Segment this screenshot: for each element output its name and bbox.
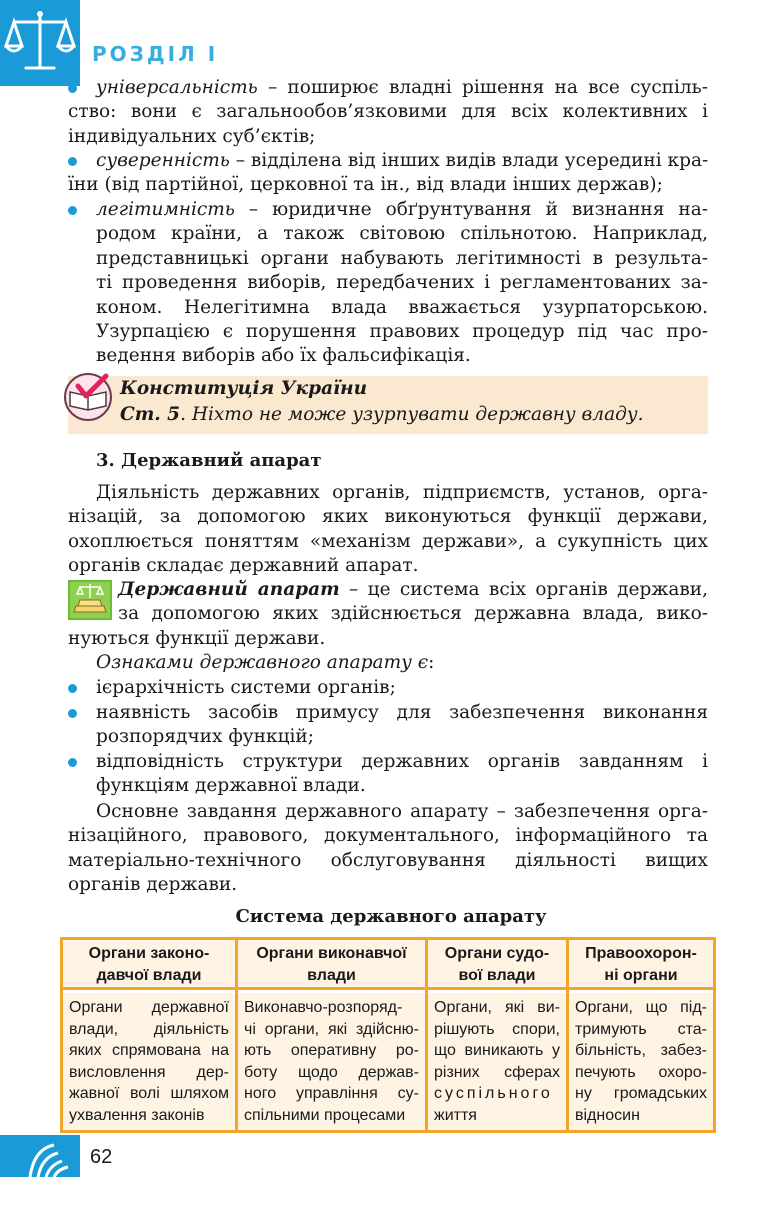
text-line: ієрархічність системи органів;	[96, 677, 396, 698]
list-item	[68, 676, 708, 700]
table-column	[569, 940, 713, 1130]
text-line: нізацій, за допомогою яких виконуються функції держави,	[68, 506, 708, 528]
page-number: 62	[90, 1146, 113, 1168]
text-line: їни (від партійної, церковної та ін., від влади інших держав);	[68, 174, 663, 196]
bullet-icon	[68, 206, 77, 215]
column-body: Виконавчо-розпоряд- чі органи, які здійсню- ють оперативну ро- боту щодо держав- ного управління су- спільними процесами	[238, 993, 425, 1130]
section-heading: 3. Державний апарат	[96, 450, 322, 471]
column-body: Органи, що під- тримують ста- більність, забез- печують охоро- ну громадських відносин	[569, 993, 713, 1130]
table-column	[238, 940, 425, 1130]
text-line: нуються функції держави.	[68, 627, 326, 649]
text-line: Узурпацією є порушення правових процедур під час про-	[96, 321, 708, 343]
column-header: Органи судо- вої влади	[428, 940, 566, 990]
text-line: Діяльність державних органів, підприємств, установ, орга-	[96, 482, 708, 503]
text-line: коном. Нелегітимна влада вважається узурпаторською.	[96, 296, 708, 318]
text-line: органів складає державний апарат.	[68, 555, 419, 577]
text-line: родом країни, а також світовою спільнотою. Наприклад,	[96, 223, 708, 245]
column-header: Органи законо- давчої влади	[63, 940, 235, 990]
wifi-arcs-icon	[0, 1135, 80, 1177]
list-item	[68, 701, 708, 750]
text-line: Державний апарат – це система всіх органів держави,	[118, 579, 708, 600]
column-body: Органи, які ви- рішують спори, що виникають у різних сферах суспільного життя	[428, 993, 566, 1130]
table-title: Система державного апарату	[235, 906, 547, 927]
text-line: розпорядчих функцій;	[96, 726, 314, 748]
text-line: ведення виборів або їх фальсифікація.	[96, 345, 471, 367]
list-item	[68, 198, 708, 369]
paragraph	[68, 481, 708, 579]
text-line: універсальність – поширює владні рішення на все суспіль-	[96, 77, 708, 98]
state-apparatus-table	[60, 937, 716, 1133]
text-line: суверенність – відділена від інших видів влади усередині кра-	[96, 150, 709, 171]
section-marker	[0, 0, 80, 86]
list-item	[68, 149, 708, 198]
definition	[68, 578, 708, 651]
book-check-icon	[62, 372, 116, 422]
text-line: Основне завдання державного апарату – забезпечення орга-	[96, 801, 708, 822]
text-line: індивідуальних суб’єктів;	[68, 125, 316, 147]
section-label: РОЗДІЛ І	[92, 42, 219, 66]
text-line: функціям державної влади.	[96, 775, 366, 797]
text-line: ство: вони є загальнообов’язковими для всіх колективних і	[68, 101, 708, 123]
list-item	[68, 76, 708, 149]
scales-icon	[4, 6, 76, 80]
bullet-icon	[68, 84, 77, 93]
bullet-icon	[68, 709, 77, 718]
footer-marker	[0, 1135, 80, 1177]
text-line: матеріально-технічного обслуговування діяльності вищих	[68, 849, 708, 871]
text-line: охоплюється поняттям «механізм держави», а сукупність цих	[68, 530, 708, 552]
bullet-icon	[68, 758, 77, 767]
text-line: за допомогою яких здійснюється державна влада, вико-	[118, 603, 708, 625]
bullet-icon	[68, 684, 77, 693]
list-item	[68, 750, 708, 799]
text-line: наявність засобів примусу для забезпечення виконання	[96, 702, 708, 723]
text-line: відповідність структури державних органів завданням і	[96, 751, 708, 772]
column-header: Органи виконавчої влади	[238, 940, 425, 990]
table-column	[63, 940, 235, 1130]
constitution-article: Ст. 5. Ніхто не може узурпувати державну владу.	[120, 404, 644, 425]
constitution-title: Конституція України	[120, 378, 368, 399]
text-line: органів держави.	[68, 874, 238, 896]
table-column	[428, 940, 566, 1130]
constitution-callout	[68, 376, 708, 434]
text-line: представницькі органи набувають легітимності в результа-	[96, 247, 708, 269]
features-intro: Ознаками державного апарату є:	[96, 652, 435, 673]
text-line: ті проведення виборів, передбачених і регламентованих за-	[96, 272, 708, 294]
text-line: нізаційного, правового, документального, інформаційного та	[68, 825, 708, 847]
column-header: Правоохорон- ні органи	[569, 940, 713, 990]
bullet-icon	[68, 157, 77, 166]
text-line: легітимність – юридичне обґрунтування й визнання на-	[96, 199, 708, 220]
paragraph	[68, 800, 708, 898]
column-body: Органи державної влади, діяльність яких спрямована на висловлення дер- жавної волі шляхом ухвалення законів	[63, 993, 235, 1130]
